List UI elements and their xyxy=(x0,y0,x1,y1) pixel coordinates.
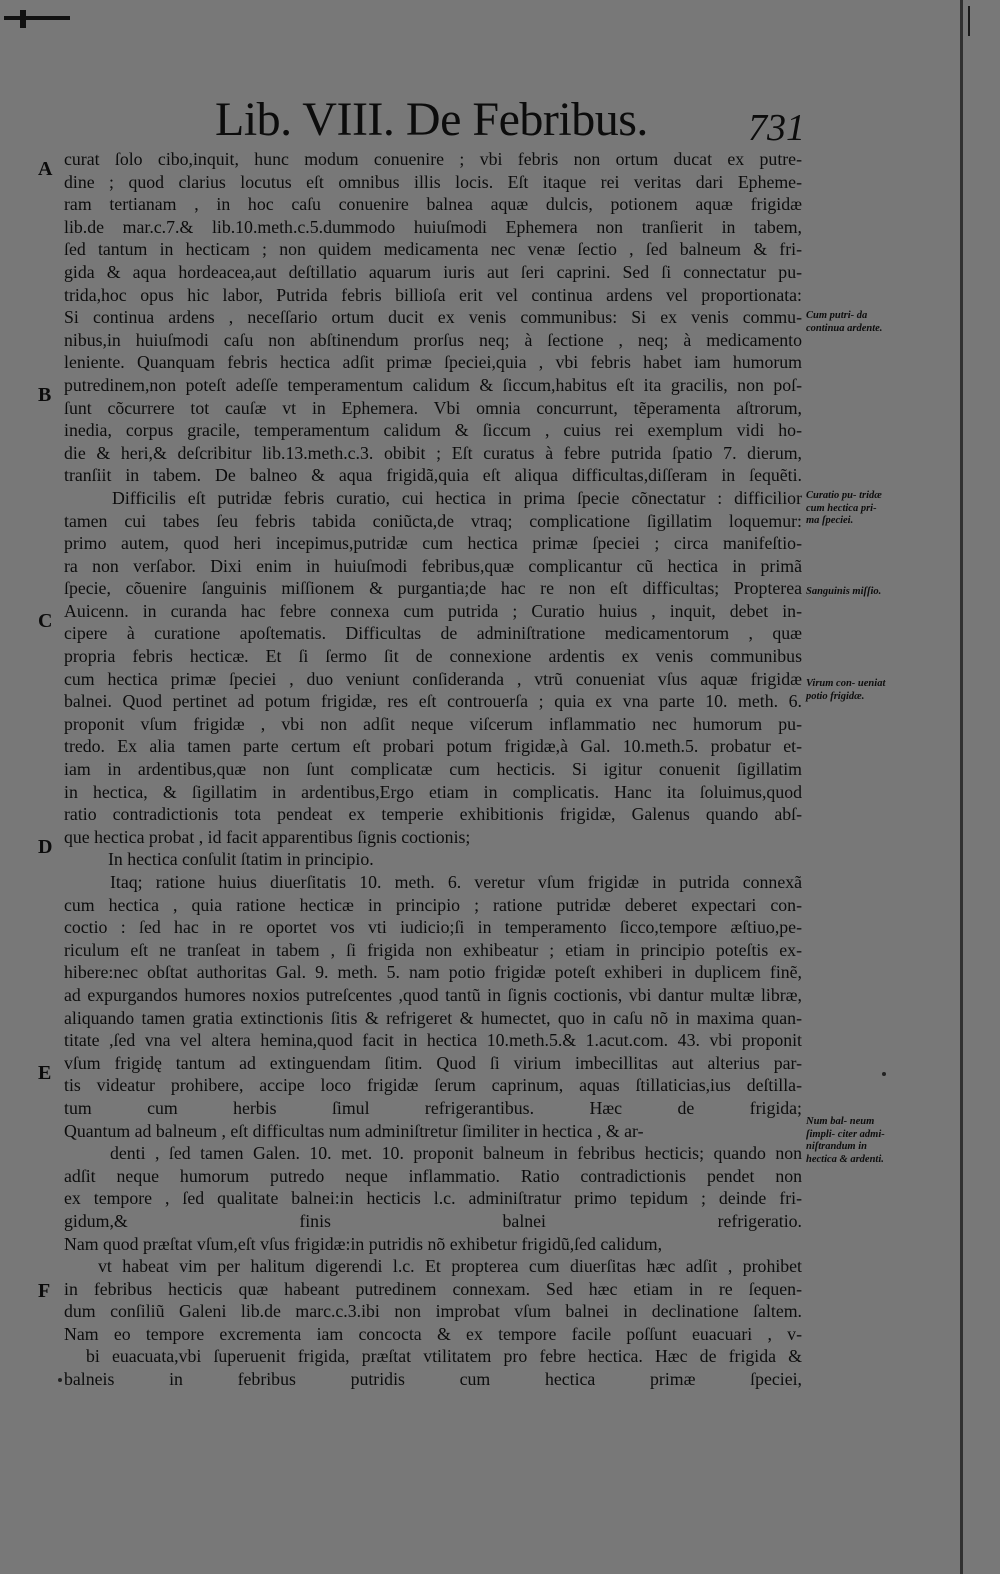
text-line: coctio : ſed hac in re oportet vos vti iudicio;ſi in temperamento ſicco,tempore æſtiuo,pe- xyxy=(64,917,802,938)
text-line: tamen cui tabes ſeu febris tabida coniũcta,de vtraq; complicatione ſigillatim loquemur: xyxy=(64,510,802,531)
text-line: que hectica probat , id facit apparentibus ſignis coctionis; xyxy=(64,826,471,847)
text-line: tis videatur prohibere, accipe loco frigidæ ſerum caprinum, aquas ſtillaticias,ius deſtilla- xyxy=(64,1075,802,1096)
text-line: balnei. Quod pertinet ad potum frigidæ, res eſt controuerſa ; quia ex vna parte 10. meth. 6. xyxy=(64,691,802,712)
text-line: vt habeat vim per halitum digerendi l.c. Et propterea cum diuerſitas hæc adſit , prohibet xyxy=(98,1256,802,1277)
text-line: ra non verſabor. Dixi enim in huiuſmodi febribus,quæ complicantur cũ hectica in primã xyxy=(64,555,802,576)
text-line: primo autem, quod heri incepimus,putridæ cum hectica primæ ſpeciei ; circa manifeſtio- xyxy=(64,533,802,554)
text-line: trida,hoc opus hic labor, Putrida febris billioſa erit vel continua ardens vel proportionata: xyxy=(64,284,802,305)
ink-speck xyxy=(882,1072,886,1076)
text-line: ſed tantum in hecticam ; non quidem medicamenta nec venæ ſectio , ſed balneum & fri- xyxy=(64,239,802,260)
text-line: riculum eſt ne tranſeat in tabem , ſi frigida non exhibeatur ; etiam in principio poteſtis ex- xyxy=(64,939,802,960)
text-line: Si continua ardens , neceſſario ortum ducit ex venis communibus: Si ex venis commu- xyxy=(64,307,802,328)
text-line: propria febris hecticæ. Et ſi ſermo ſit de connexione ardentis ex venis communibus xyxy=(64,646,802,667)
section-letter-b: B xyxy=(38,384,52,406)
text-line: in febribus hecticis quæ habeant putredinem connexam. Sed hæc etiam in re ſequen- xyxy=(64,1278,802,1299)
text-line: Auicenn. in curanda hac febre connexa cum putrida ; Curatio huius , inquit, debet in- xyxy=(64,600,802,621)
main-text-block xyxy=(64,148,802,1413)
margin-note: Virum con- ueniat potio frigidæ. xyxy=(806,678,886,702)
section-letter-f: F xyxy=(38,1280,51,1302)
text-line: inedia, corpus gracile, temperamentum calidum & ſiccum , cuius rei exemplum vidi ho- xyxy=(64,420,802,441)
running-head: Lib. VIII. De Febribus. xyxy=(215,93,648,146)
text-line: gida & aqua hordeacea,aut deſtillatio aquarum iuris aut ſeri caprini. Sed ſi connectatur pu- xyxy=(64,261,802,282)
margin-note: Num bal- neum ſimpli- citer admi- niſtrandum in hectica & ardenti. xyxy=(806,1116,885,1165)
text-line: nibus,in huiuſmodi caſu non abſtinendum prorſus neq; à ſectione , neq; à medicamento xyxy=(64,329,802,350)
margin-note: Cum putri- da continua ardente. xyxy=(806,310,883,334)
text-line: tum cum herbis ſimul refrigerantibus. Hæc de frigida; xyxy=(64,1097,802,1118)
text-line: Nam eo tempore excrementa iam concocta & ex tempore facile poſſunt euacuari , v- xyxy=(64,1323,802,1344)
text-line: ratio contradictionis tota pendeat ex temperie exhibitionis frigidæ, Galenus quando abſ- xyxy=(64,804,802,825)
text-line: In hectica conſulit ſtatim in principio. xyxy=(108,849,374,870)
text-line: aliquando tamen gratia extinctionis ſitis & refrigeret & humectet, quo in caſu nõ in maxima quan- xyxy=(64,1007,802,1028)
section-letter-a: A xyxy=(38,158,53,180)
text-line: putredinem,non poteſt adeſſe temperamentum calidum & ſiccum,habitus eſt ita gracilis, non poſ- xyxy=(64,374,802,395)
margin-note: Curatio pu- tridæ cum hectica pri- ma ſpeciei. xyxy=(806,490,882,526)
text-line: balneis in febribus putridis cum hectica primæ ſpeciei, xyxy=(64,1369,802,1390)
text-line: tranſiit in tabem. De balneo & aqua frigidã,quia eſt aliqua difficultas,diſſeram in ſequẽti. xyxy=(64,465,802,486)
text-line: Quantum ad balneum , eſt difficultas num adminiſtretur ſimiliter in hectica , & ar- xyxy=(64,1120,644,1141)
text-line: vſum frigidę tantum ad extinguendam ſitim. Quod ſi virium imbecillitas aut alterius par- xyxy=(64,1052,802,1073)
text-line: cum hectica , quia ratione hecticæ in principio ; ratione putridæ deberet expectari con- xyxy=(64,894,802,915)
page-edge-line xyxy=(960,0,963,1574)
text-line: lib.de mar.c.7.& lib.10.meth.c.5.dummodo huiuſmodi Ephemera non tranſierit in tabem, xyxy=(64,216,802,237)
text-line: adſit neque humorum putredo neque inflammatio. Ratio contradictionis pendet non xyxy=(64,1165,802,1186)
section-letter-c: C xyxy=(38,610,53,632)
text-line: ram tertianam , in hoc caſu conuenire balnea aquæ dulcis, potionem aquæ frigidæ xyxy=(64,194,802,215)
margin-note: Sanguinis miſſio. xyxy=(806,586,882,597)
text-line: cipere à curatione apoſtematis. Difficultas de adminiſtratione medicamentorum , quæ xyxy=(64,623,802,644)
text-line: curat ſolo cibo,inquit, hunc modum conuenire ; vbi febris non ortum ducat ex putre- xyxy=(64,149,802,169)
text-line: ſunt cõcurrere tot cauſæ vt in Ephemera. Vbi omnia concurrunt, tẽperamenta aſtrorum, xyxy=(64,397,802,418)
text-line: iam in ardentibus,quæ non ſunt complicatæ cum hecticis. Si igitur conuenit ſigillatim xyxy=(64,759,802,780)
section-letter-e: E xyxy=(38,1062,52,1084)
text-line: hibere:nec obſtat authoritas Gal. 9. meth. 5. nam potio frigidæ poteſt exhiberi in duplicem finẽ, xyxy=(64,962,802,983)
text-line: titate ,ſed vna vel altera hemina,quod facit in hectica 10.meth.5.& 1.acut.com. 43. vbi proponit xyxy=(64,1030,802,1051)
text-line: tredo. Ex alia tamen parte certum eſt probari potum frigidæ,à Gal. 10.meth.5. probatur et- xyxy=(64,736,802,757)
text-line: gidum,& finis balnei refrigeratio. xyxy=(64,1210,802,1231)
text-line: ex tempore , ſed qualitate balnei:in hecticis l.c. adminiſtratur primo tepidum ; deinde fri- xyxy=(64,1188,802,1209)
text-line: cum hectica primæ ſpeciei , duo veniunt conſideranda , vtrũ conueniat vſus aquæ frigidæ xyxy=(64,668,802,689)
text-line: ad expurgandos humores noxios putreſcentes ,quod tantũ in ſignis coctionis, vbi dantur multæ libræ, xyxy=(64,984,802,1005)
text-line: Difficilis eſt putridæ febris curatio, cui hectica in prima ſpecie cõnectatur : difficilior xyxy=(112,487,802,508)
page-number: 731 xyxy=(748,107,805,149)
text-line: dine ; quod clarius locutus eſt omnibus illis locis. Eſt itaque rei veritas dari Epheme- xyxy=(64,171,802,192)
text-line: leniente. Quanquam febris hectica adſit primæ ſpeciei,quia , vbi febris habet iam humorum xyxy=(64,352,802,373)
corner-bracket-mark xyxy=(4,8,70,30)
text-line: in hectica, & ſigillatim in ardentibus,Ergo etiam in complicatis. Hanc ita ſoluimus,quod xyxy=(64,781,802,802)
text-line: bi euacuata,vbi ſuperuenit frigida, præſtat vtilitatem pro febre hectica. Hæc de frigida & xyxy=(86,1346,802,1367)
section-letter-d: D xyxy=(38,836,53,858)
page-edge-tick xyxy=(968,6,980,36)
text-line: Nam quod præſtat vſum,eſt vſus frigidæ:in putridis nõ exhibetur frigidũ,ſed calidum, xyxy=(64,1233,663,1254)
text-line xyxy=(64,1391,802,1414)
ink-speck xyxy=(58,1378,62,1382)
text-line: dum conſiliũ Galeni lib.de marc.c.3.ibi non improbat vſum balnei in declinatione ſaltem. xyxy=(64,1301,802,1322)
text-line: denti , ſed tamen Galen. 10. met. 10. proponit balneum in febribus hecticis; quando non xyxy=(110,1143,802,1164)
text-line: proponit vſum frigidæ , vbi non adſit neque viſcerum inflammatio nec humorum pu- xyxy=(64,713,802,734)
text-line: die & heri,& deſcribitur lib.13.meth.c.3. obibit ; Eſt curatus à febre putrida ſpatio 7. dierum, xyxy=(64,442,802,463)
text-line: Itaq; ratione huius diuerſitatis 10. meth. 6. veretur vſum frigidæ in putrida connexã xyxy=(110,872,802,892)
text-line: ſpecie, cõuenire ſanguinis miſſionem & purgantia;de hac re non eſt difficultas; Propterea xyxy=(64,578,802,599)
